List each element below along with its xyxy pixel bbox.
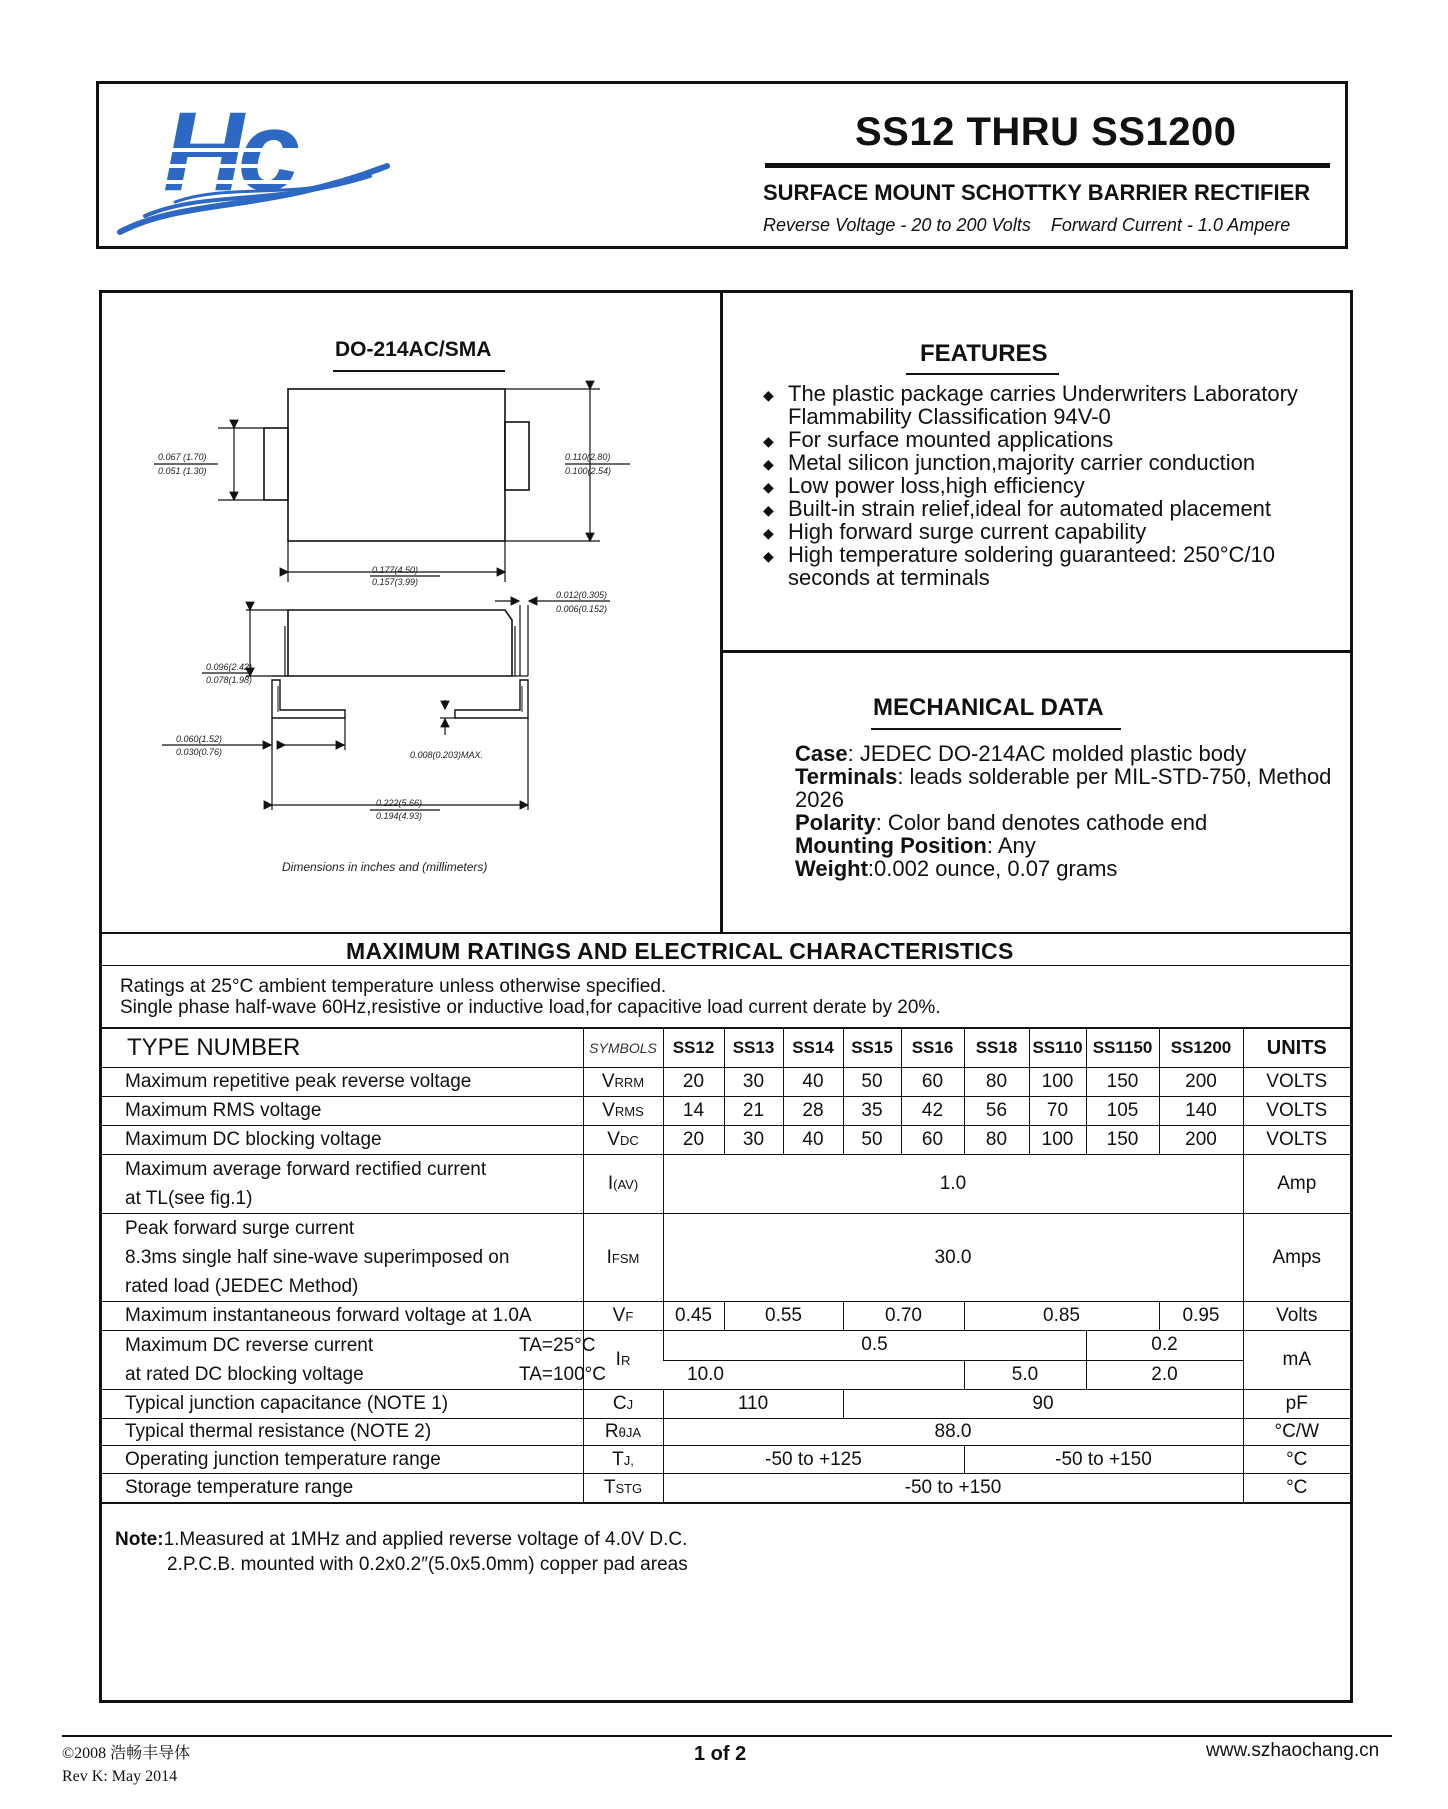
type-number-header: TYPE NUMBER (101, 1028, 583, 1068)
note-label: Note: (115, 1529, 164, 1550)
unit-cell: VOLTS (1243, 1097, 1350, 1126)
dim-total-max: 0.222(5.66) (376, 798, 423, 808)
table-cell: 2.0 (1086, 1360, 1243, 1390)
table-cell: 30 (724, 1126, 783, 1155)
param-label: Maximum RMS voltage (101, 1097, 583, 1126)
page-subtitle: SURFACE MOUNT SCHOTTKY BARRIER RECTIFIER (763, 180, 1311, 205)
table-cell: 60 (901, 1126, 964, 1155)
unit-cell: °C (1243, 1446, 1350, 1474)
dim-width-max: 0.110(2.80) (565, 452, 611, 462)
ratings-title-rule (101, 965, 1350, 966)
mechanical-data (795, 742, 1335, 880)
part-header: SS13 (724, 1028, 783, 1068)
feature-item: ◆ The plastic package carries Underwriters Laboratory Flammability Classification 94V-0 (763, 381, 1298, 429)
table-cell: 28 (783, 1097, 843, 1126)
footer-left (62, 1742, 190, 1788)
table-cell: 30 (724, 1068, 783, 1097)
copyright: ©2008 浩畅丰导体 (62, 1745, 191, 1762)
table-row (101, 1446, 1350, 1474)
part-header: SS12 (663, 1028, 724, 1068)
column-divider (720, 291, 723, 933)
param-symbol: TJ, (583, 1446, 663, 1474)
param-label: Maximum instantaneous forward voltage at 1.0A (101, 1302, 583, 1331)
table-cell: 20 (663, 1126, 724, 1155)
summary-specs (763, 215, 1290, 236)
dim-height-min: 0.051 (1.30) (158, 466, 207, 476)
footer-rule (62, 1735, 1392, 1737)
table-cell: 150 (1086, 1126, 1159, 1155)
dim-max: 0.008(0.203)MAX. (410, 750, 484, 760)
table-cell: 105 (1086, 1097, 1159, 1126)
mech-terminals: Terminals: leads solderable per MIL-STD-750, Method 2026 (795, 764, 1332, 812)
table-cell: 0.45 (663, 1302, 724, 1331)
table-cell: 56 (964, 1097, 1029, 1126)
feature-item: ◆ Metal silicon junction,majority carrier conduction (763, 450, 1256, 475)
unit-cell: °C/W (1243, 1419, 1350, 1446)
table-row (101, 1419, 1350, 1446)
part-header: SS15 (843, 1028, 901, 1068)
dim-total-min: 0.194(4.93) (376, 811, 423, 821)
param-symbol: IR (583, 1331, 663, 1390)
mechanical-title-rule (871, 728, 1121, 730)
param-label: Maximum DC blocking voltage (101, 1126, 583, 1155)
table-cell: 140 (1159, 1097, 1243, 1126)
table-cell: 0.55 (724, 1302, 843, 1331)
dim-length-min: 0.157(3.99) (372, 577, 419, 587)
bullet-icon: ◆ (763, 433, 774, 449)
dim-height-max: 0.067 (1.70) (158, 452, 207, 462)
param-symbol: VRMS (583, 1097, 663, 1126)
table-row (101, 1068, 1350, 1097)
table-row (101, 1214, 1350, 1302)
section-divider (101, 932, 1350, 934)
ratings-conditions (120, 976, 941, 1018)
features-title-rule (906, 373, 1059, 375)
param-label: Peak forward surge current 8.3ms single half sine-wave superimposed on rated load (JEDEC Method) (101, 1214, 583, 1302)
table-row (101, 1331, 1350, 1361)
unit-cell: Amps (1243, 1214, 1350, 1302)
table-cell: 14 (663, 1097, 724, 1126)
dimension-note: Dimensions in inches and (millimeters) (282, 860, 488, 874)
param-label: Storage temperature range (101, 1474, 583, 1503)
dim-lead-max: 0.060(1.52) (176, 734, 223, 744)
part-header: SS18 (964, 1028, 1029, 1068)
svg-text:Hc: Hc (163, 98, 295, 214)
table-cell: 0.70 (843, 1302, 964, 1331)
table-row (101, 1155, 1350, 1214)
table-cell: 40 (783, 1068, 843, 1097)
table-row (101, 1097, 1350, 1126)
features-divider (722, 650, 1350, 653)
table-cell: -50 to +125 (663, 1446, 964, 1474)
company-logo (115, 98, 395, 238)
table-cell: 60 (901, 1068, 964, 1097)
table-cell: 5.0 (964, 1360, 1086, 1390)
param-symbol: VDC (583, 1126, 663, 1155)
notes (115, 1527, 688, 1577)
param-symbol: TSTG (583, 1474, 663, 1503)
unit-cell: Amp (1243, 1155, 1350, 1214)
forward-current-spec: Forward Current - 1.0 Ampere (1050, 215, 1291, 235)
part-header: SS16 (901, 1028, 964, 1068)
table-cell: 100 (1029, 1068, 1086, 1097)
dim-width-min: 0.100(2.54) (565, 466, 612, 476)
package-title-rule (333, 370, 505, 372)
table-header-row (101, 1028, 1350, 1068)
table-row (101, 1390, 1350, 1419)
mech-case: Case: JEDEC DO-214AC molded plastic body (795, 741, 1247, 766)
param-label: Operating junction temperature range (101, 1446, 583, 1474)
unit-cell: pF (1243, 1390, 1350, 1419)
bullet-icon: ◆ (763, 479, 774, 495)
feature-item: ◆ High forward surge current capability (763, 519, 1147, 544)
table-cell: 200 (1159, 1068, 1243, 1097)
table-cell: 0.95 (1159, 1302, 1243, 1331)
param-label: Typical junction capacitance (NOTE 1) (101, 1390, 583, 1419)
unit-cell: mA (1243, 1331, 1350, 1390)
bullet-icon: ◆ (763, 456, 774, 472)
mechanical-title: MECHANICAL DATA (873, 694, 1104, 721)
table-cell: 1.0 (663, 1155, 1243, 1214)
table-cell: 35 (843, 1097, 901, 1126)
table-cell: 30.0 (663, 1214, 1243, 1302)
feature-item: ◆ Built-in strain relief,ideal for automated placement (763, 496, 1272, 521)
units-header: UNITS (1243, 1028, 1350, 1068)
part-header: SS110 (1029, 1028, 1086, 1068)
param-symbol: CJ (583, 1390, 663, 1419)
features-title: FEATURES (920, 340, 1048, 367)
package-title: DO-214AC/SMA (335, 338, 492, 361)
dim-thickness-min: 0.006(0.152) (556, 604, 608, 614)
note-1: 1.Measured at 1MHz and applied reverse voltage of 4.0V D.C. (163, 1529, 688, 1550)
param-symbol: VF (583, 1302, 663, 1331)
dim-body-height-min: 0.078(1.98) (206, 675, 253, 685)
table-row (101, 1126, 1350, 1155)
reverse-voltage-spec: Reverse Voltage - 20 to 200 Volts (763, 215, 1031, 235)
feature-item: ◆ Low power loss,high efficiency (763, 473, 1085, 498)
page-number: 1 of 2 (694, 1743, 747, 1765)
table-cell: 0.85 (964, 1302, 1159, 1331)
param-label: Typical thermal resistance (NOTE 2) (101, 1419, 583, 1446)
ratings-title: MAXIMUM RATINGS AND ELECTRICAL CHARACTERISTICS (346, 938, 1014, 964)
table-cell: 88.0 (663, 1419, 1243, 1446)
dim-length-max: 0.177(4.50) (372, 565, 419, 575)
mech-weight: Weight:0.002 ounce, 0.07 grams (795, 856, 1118, 881)
bullet-icon: ◆ (763, 502, 774, 518)
bullet-icon: ◆ (763, 548, 774, 564)
mech-polarity: Polarity: Color band denotes cathode end (795, 810, 1208, 835)
ratings-table (101, 1027, 1350, 1504)
part-header: SS14 (783, 1028, 843, 1068)
table-cell: 10.0 (663, 1360, 964, 1390)
table-cell: 0.2 (1086, 1331, 1243, 1361)
feature-item: ◆ High temperature soldering guaranteed: 250°C/10 seconds at terminals (763, 542, 1275, 590)
unit-cell: °C (1243, 1474, 1350, 1503)
param-symbol: VRRM (583, 1068, 663, 1097)
param-label: Maximum average forward rectified current at TL(see fig.1) (101, 1155, 583, 1214)
title-rule (765, 163, 1330, 168)
table-cell: 200 (1159, 1126, 1243, 1155)
table-row (101, 1302, 1350, 1331)
unit-cell: VOLTS (1243, 1068, 1350, 1097)
package-dimension-drawing (140, 380, 660, 850)
note-2: 2.P.C.B. mounted with 0.2x0.2″(5.0x5.0mm) copper pad areas (167, 1554, 688, 1575)
table-cell: -50 to +150 (964, 1446, 1243, 1474)
param-label: Maximum DC reverse current TA=25°C at rated DC blocking voltage TA=100°C (101, 1331, 583, 1390)
bullet-icon: ◆ (763, 387, 774, 403)
ratings-line-1: Ratings at 25°C ambient temperature unless otherwise specified. (120, 976, 667, 997)
table-cell: 40 (783, 1126, 843, 1155)
symbols-header: SYMBOLS (583, 1028, 663, 1068)
table-cell: 150 (1086, 1068, 1159, 1097)
ratings-line-2: Single phase half-wave 60Hz,resistive or inductive load,for capacitive load current derate by 20%. (120, 997, 941, 1018)
table-cell: 50 (843, 1126, 901, 1155)
revision: Rev K: May 2014 (62, 1768, 178, 1785)
dim-lead-min: 0.030(0.76) (176, 747, 223, 757)
table-cell: 90 (843, 1390, 1243, 1419)
table-cell: 80 (964, 1068, 1029, 1097)
param-symbol: IFSM (583, 1214, 663, 1302)
features-list (763, 382, 1343, 589)
table-cell: 100 (1029, 1126, 1086, 1155)
param-symbol: RθJA (583, 1419, 663, 1446)
table-cell: 20 (663, 1068, 724, 1097)
part-header: SS1200 (1159, 1028, 1243, 1068)
table-cell: 70 (1029, 1097, 1086, 1126)
dim-thickness-max: 0.012(0.305) (556, 590, 608, 600)
table-cell: 42 (901, 1097, 964, 1126)
table-cell: 50 (843, 1068, 901, 1097)
param-label: Maximum repetitive peak reverse voltage (101, 1068, 583, 1097)
page-title: SS12 THRU SS1200 (855, 110, 1237, 154)
table-cell: 80 (964, 1126, 1029, 1155)
unit-cell: Volts (1243, 1302, 1350, 1331)
table-cell: 0.5 (663, 1331, 1086, 1361)
param-symbol: I(AV) (583, 1155, 663, 1214)
table-cell: -50 to +150 (663, 1474, 1243, 1503)
table-row (101, 1474, 1350, 1503)
table-cell: 21 (724, 1097, 783, 1126)
bullet-icon: ◆ (763, 525, 774, 541)
website-link[interactable]: www.szhaochang.cn (1206, 1740, 1380, 1761)
part-header: SS1150 (1086, 1028, 1159, 1068)
mech-mounting: Mounting Position: Any (795, 833, 1036, 858)
unit-cell: VOLTS (1243, 1126, 1350, 1155)
dim-body-height-max: 0.096(2.42) (206, 662, 253, 672)
table-cell: 110 (663, 1390, 843, 1419)
feature-item: ◆ For surface mounted applications (763, 427, 1114, 452)
